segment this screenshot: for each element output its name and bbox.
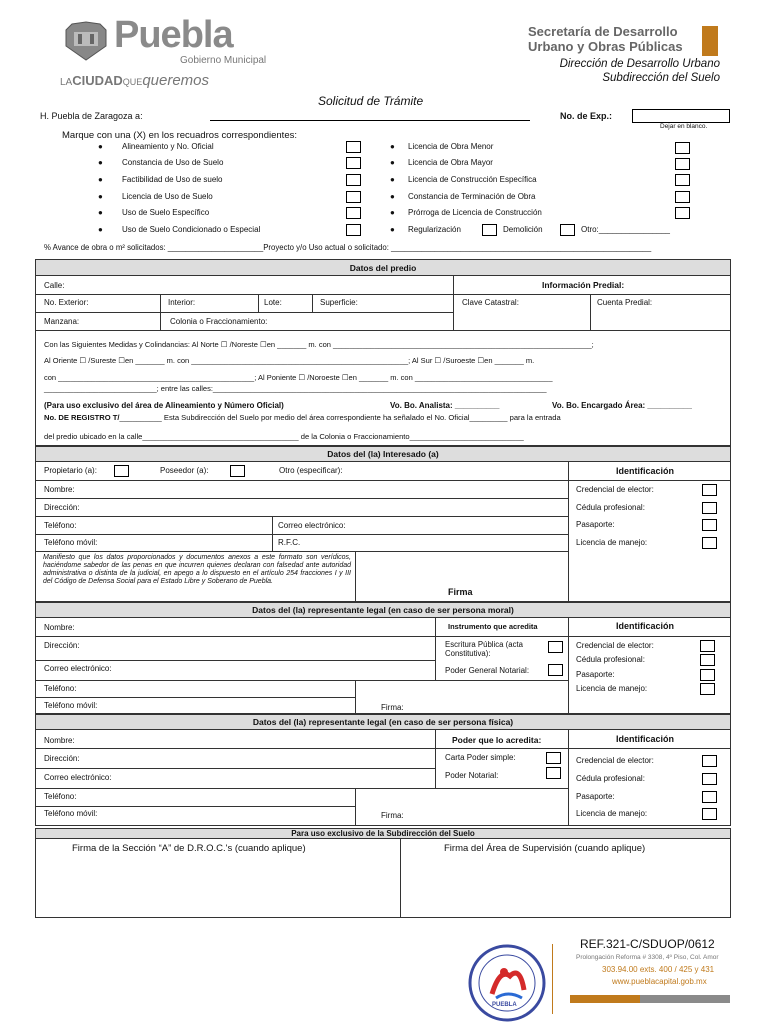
tramite-checkbox[interactable] bbox=[675, 158, 690, 170]
ident-checkbox[interactable] bbox=[700, 640, 715, 652]
ident-checkbox[interactable] bbox=[702, 484, 717, 496]
logo-city: Puebla bbox=[114, 14, 233, 56]
poder-notarial-fisica-label: Poder Notarial: bbox=[445, 771, 499, 780]
tramite-left-item: Uso de Suelo Condicionado o Especial bbox=[122, 225, 261, 234]
footer-bar-orange bbox=[570, 995, 640, 1003]
tramite-checkbox[interactable] bbox=[675, 191, 690, 203]
moral-direccion-label[interactable]: Dirección: bbox=[44, 641, 80, 650]
moral-ident-title: Identificación bbox=[616, 621, 675, 631]
moral-ident-credencial: Credencial de elector: bbox=[576, 641, 654, 650]
escritura-label: Escritura Pública (acta Constitutiva): bbox=[445, 640, 523, 658]
poseedor-label: Poseedor (a): bbox=[160, 466, 209, 475]
ident-credencial: Credencial de elector: bbox=[576, 485, 654, 494]
fisica-telefono-label[interactable]: Teléfono: bbox=[44, 792, 77, 801]
propietario-label: Propietario (a): bbox=[44, 466, 97, 475]
moral-movil-label[interactable]: Teléfono móvil: bbox=[44, 701, 98, 710]
tramite-right-item: Prórroga de Licencia de Construcción bbox=[408, 208, 542, 217]
fisica-firma-label[interactable]: Firma: bbox=[381, 811, 404, 820]
firma-label[interactable]: Firma bbox=[448, 587, 473, 597]
direccion-name: Dirección de Desarrollo Urbano Subdirección del Suelo bbox=[559, 58, 720, 84]
instructions: Marque con una (X) en los recuadros correspondientes: bbox=[62, 130, 297, 141]
subdireccion-section bbox=[35, 828, 731, 918]
ident-pasaporte: Pasaporte: bbox=[576, 520, 615, 529]
fisica-ident-credencial: Credencial de elector: bbox=[576, 756, 654, 765]
moral-title: Datos del (la) representante legal (en caso de ser persona moral) bbox=[35, 602, 731, 618]
exp-input[interactable] bbox=[632, 109, 730, 123]
info-predial-label: Información Predial: bbox=[542, 280, 625, 290]
brand-bar bbox=[702, 26, 718, 56]
tramite-checkbox[interactable] bbox=[346, 207, 361, 219]
footer-phone: 303.94.00 exts. 400 / 425 y 431 bbox=[602, 965, 715, 974]
tramite-checkbox[interactable] bbox=[346, 191, 361, 203]
registro-calle-line[interactable]: del predio ubicado en la calle_____________________________________ de la Colonia o Fraccionamiento___________________________ bbox=[44, 432, 524, 441]
rfc-label[interactable]: R.F.C. bbox=[278, 538, 301, 547]
form-title: Solicitud de Trámite bbox=[318, 94, 424, 108]
ident-licencia: Licencia de manejo: bbox=[576, 538, 648, 547]
otro-especificar-label[interactable]: Otro (especificar): bbox=[279, 466, 343, 475]
footer-ref: REF.321-C/SDUOP/0612 bbox=[580, 937, 715, 951]
cuenta-predial-label[interactable]: Cuenta Predial: bbox=[597, 298, 653, 307]
secretaria-name: Secretaría de Desarrollo Urbano y Obras Públicas bbox=[528, 24, 683, 54]
footer-web[interactable]: www.pueblacapital.gob.mx bbox=[612, 977, 707, 986]
moral-ident-cedula: Cédula profesional: bbox=[576, 655, 645, 664]
logo-emblem bbox=[62, 20, 110, 62]
tramite-left-item: Factibilidad de Uso de suelo bbox=[122, 175, 223, 184]
moral-nombre-label[interactable]: Nombre: bbox=[44, 623, 75, 632]
ident-checkbox[interactable] bbox=[700, 654, 715, 666]
poder-acredita-title: Poder que lo acredita: bbox=[452, 735, 542, 745]
tramite-left-item: Licencia de Uso de Suelo bbox=[122, 192, 213, 201]
instrumento-title: Instrumento que acredita bbox=[448, 622, 538, 631]
tramite-right-item: Licencia de Obra Menor bbox=[408, 142, 494, 151]
interior-label[interactable]: Interior: bbox=[168, 298, 196, 307]
ident-checkbox[interactable] bbox=[702, 808, 717, 820]
tramite-checkbox[interactable] bbox=[346, 157, 361, 169]
telefono-label[interactable]: Teléfono: bbox=[44, 521, 77, 530]
tramite-right-item: Licencia de Construcción Específica bbox=[408, 175, 537, 184]
tramite-checkbox[interactable] bbox=[346, 141, 361, 153]
footer-bar-gray bbox=[640, 995, 730, 1003]
poseedor-checkbox[interactable] bbox=[230, 465, 245, 477]
predio-title: Datos del predio bbox=[35, 259, 731, 276]
colonia-label[interactable]: Colonia o Fraccionamiento: bbox=[170, 317, 268, 326]
vobo-encargado[interactable]: Vo. Bo. Encargado Área: __________ bbox=[552, 401, 692, 410]
propietario-checkbox[interactable] bbox=[114, 465, 129, 477]
ident-checkbox[interactable] bbox=[702, 791, 717, 803]
logo-sub: Gobierno Municipal bbox=[180, 55, 267, 66]
fisica-direccion-label[interactable]: Dirección: bbox=[44, 754, 80, 763]
fisica-ident-pasaporte: Pasaporte: bbox=[576, 792, 615, 801]
moral-correo-label[interactable]: Correo electrónico: bbox=[44, 664, 112, 673]
clave-catastral-label[interactable]: Clave Catastral: bbox=[462, 298, 519, 307]
tramite-checkbox[interactable] bbox=[675, 142, 690, 154]
moral-ident-pasaporte: Pasaporte: bbox=[576, 670, 615, 679]
nombre-label[interactable]: Nombre: bbox=[44, 485, 75, 494]
footer-seal bbox=[466, 942, 550, 1026]
avance-line[interactable]: % Avance de obra o m² solicitados: ______________________Proyecto y/o Uso actual o solicitado: ____________________________________________________________ bbox=[44, 243, 652, 252]
medidas-line-4[interactable]: ___________________________; entre las calles:________________________________________________________________________________ bbox=[44, 384, 547, 393]
manifiesto-text: Manifiesto que los datos proporcionados y documentos anexos a este formato son verídicos, haciéndome sabedor de las penas en que incurren quienes declaran con falsedad ante autoridad administrativa o distinta de la judicial, en apego a lo dispuesto en el artículo 254 fracciones I y III del Código de Defensa Social para el Estado Libre y Soberano de Puebla. bbox=[43, 554, 351, 585]
ident-checkbox[interactable] bbox=[702, 773, 717, 785]
ident-cedula: Cédula profesional: bbox=[576, 503, 645, 512]
firma-supervision-label[interactable]: Firma del Área de Supervisión (cuando aplique) bbox=[444, 843, 646, 854]
no-exterior-label[interactable]: No. Exterior: bbox=[44, 298, 89, 307]
medidas-line-2[interactable]: Al Oriente ☐ /Sureste ☐en _______ m. con ____________________________________________________; Al Sur ☐ /Suroeste ☐en _______ m. bbox=[44, 356, 535, 365]
identificacion-title: Identificación bbox=[616, 466, 675, 476]
direccion-label[interactable]: Dirección: bbox=[44, 503, 80, 512]
ident-checkbox[interactable] bbox=[702, 537, 717, 549]
regularizacion-label: Regularización bbox=[408, 225, 461, 234]
subdireccion-title: Para uso exclusivo de la Subdirección del Suelo bbox=[35, 828, 731, 839]
ident-checkbox[interactable] bbox=[702, 502, 717, 514]
movil-label[interactable]: Teléfono móvil: bbox=[44, 538, 98, 547]
poder-notarial-label: Poder General Notarial: bbox=[445, 666, 530, 675]
moral-ident-licencia: Licencia de manejo: bbox=[576, 684, 648, 693]
fisica-movil-label[interactable]: Teléfono móvil: bbox=[44, 809, 98, 818]
moral-telefono-label[interactable]: Teléfono: bbox=[44, 684, 77, 693]
demolicion-label: Demolición bbox=[503, 225, 543, 234]
fisica-ident-cedula: Cédula profesional: bbox=[576, 774, 645, 783]
tramite-checkbox[interactable] bbox=[675, 207, 690, 219]
vobo-analista[interactable]: Vo. Bo. Analista: __________ bbox=[390, 401, 500, 410]
manzana-label[interactable]: Manzana: bbox=[44, 317, 80, 326]
lote-label[interactable]: Lote: bbox=[264, 298, 282, 307]
ident-checkbox[interactable] bbox=[702, 519, 717, 531]
place-line bbox=[210, 120, 530, 121]
tramite-right-item: Licencia de Obra Mayor bbox=[408, 158, 493, 167]
firma-droc-label[interactable]: Firma de la Sección “A” de D.R.O.C.'s (cuando aplique) bbox=[72, 843, 306, 854]
regularizacion-checkbox[interactable] bbox=[482, 224, 497, 236]
moral-firma-label[interactable]: Firma: bbox=[381, 703, 404, 712]
tramite-checkbox[interactable] bbox=[346, 224, 361, 236]
tramite-checkbox[interactable] bbox=[675, 174, 690, 186]
carta-poder-label: Carta Poder simple: bbox=[445, 753, 516, 762]
otro-label: Otro:________________ bbox=[581, 225, 670, 234]
medidas-line-3[interactable]: con _______________________________________________; Al Poniente ☐ /Noroeste ☐en _______ m. con _________________________________ bbox=[44, 373, 553, 382]
correo-label[interactable]: Correo electrónico: bbox=[278, 521, 346, 530]
footer-address: Prolongación Reforma # 3308, 4º Piso, Col. Amor bbox=[576, 954, 719, 961]
calle-label[interactable]: Calle: bbox=[44, 281, 65, 290]
fisica-ident-licencia: Licencia de manejo: bbox=[576, 809, 648, 818]
ident-checkbox[interactable] bbox=[700, 683, 715, 695]
ident-checkbox[interactable] bbox=[702, 755, 717, 767]
interesado-title: Datos del (la) Interesado (a) bbox=[35, 446, 731, 462]
tramite-left-item: Constancia de Uso de Suelo bbox=[122, 158, 224, 167]
exp-label: No. de Exp.: bbox=[560, 111, 613, 121]
place-label: H. Puebla de Zaragoza a: bbox=[40, 111, 143, 121]
ident-checkbox[interactable] bbox=[700, 669, 715, 681]
tramite-checkbox[interactable] bbox=[346, 174, 361, 186]
exp-note: Dejar en blanco. bbox=[660, 123, 708, 130]
poder-notarial-fisica-checkbox[interactable] bbox=[546, 767, 561, 779]
tramite-left-item: Alineamiento y No. Oficial bbox=[122, 142, 214, 151]
fisica-correo-label[interactable]: Correo electrónico: bbox=[44, 773, 112, 782]
tramite-left-item: Uso de Suelo Específico bbox=[122, 208, 210, 217]
demolicion-checkbox[interactable] bbox=[560, 224, 575, 236]
escritura-checkbox[interactable] bbox=[548, 641, 563, 653]
medidas-line-1[interactable]: Con las Siguientes Medidas y Colindancias: Al Norte ☐ /Noreste ☐en _______ m. con ______________________________________________________________; bbox=[44, 340, 594, 349]
footer-seal-text: PUEBLA bbox=[492, 1002, 517, 1008]
tagline: LACIUDADQUEqueremos bbox=[60, 72, 210, 89]
carta-poder-checkbox[interactable] bbox=[546, 752, 561, 764]
uso-exclusivo-label: (Para uso exclusivo del área de Alineamiento y Número Oficial) bbox=[44, 401, 284, 410]
registro-line[interactable]: No. DE REGISTRO T/__________ Esta Subdirección del Suelo por medio del área correspondiente ha señalado el No. Oficial_________ para la entrada bbox=[44, 413, 561, 422]
footer-divider bbox=[552, 944, 553, 1014]
fisica-title: Datos del (la) representante legal (en caso de ser persona física) bbox=[35, 714, 731, 730]
fisica-ident-title: Identificación bbox=[616, 734, 675, 744]
tramite-right-item: Constancia de Terminación de Obra bbox=[408, 192, 536, 201]
superficie-label[interactable]: Superficie: bbox=[320, 298, 358, 307]
poder-notarial-checkbox[interactable] bbox=[548, 664, 563, 676]
fisica-nombre-label[interactable]: Nombre: bbox=[44, 736, 75, 745]
